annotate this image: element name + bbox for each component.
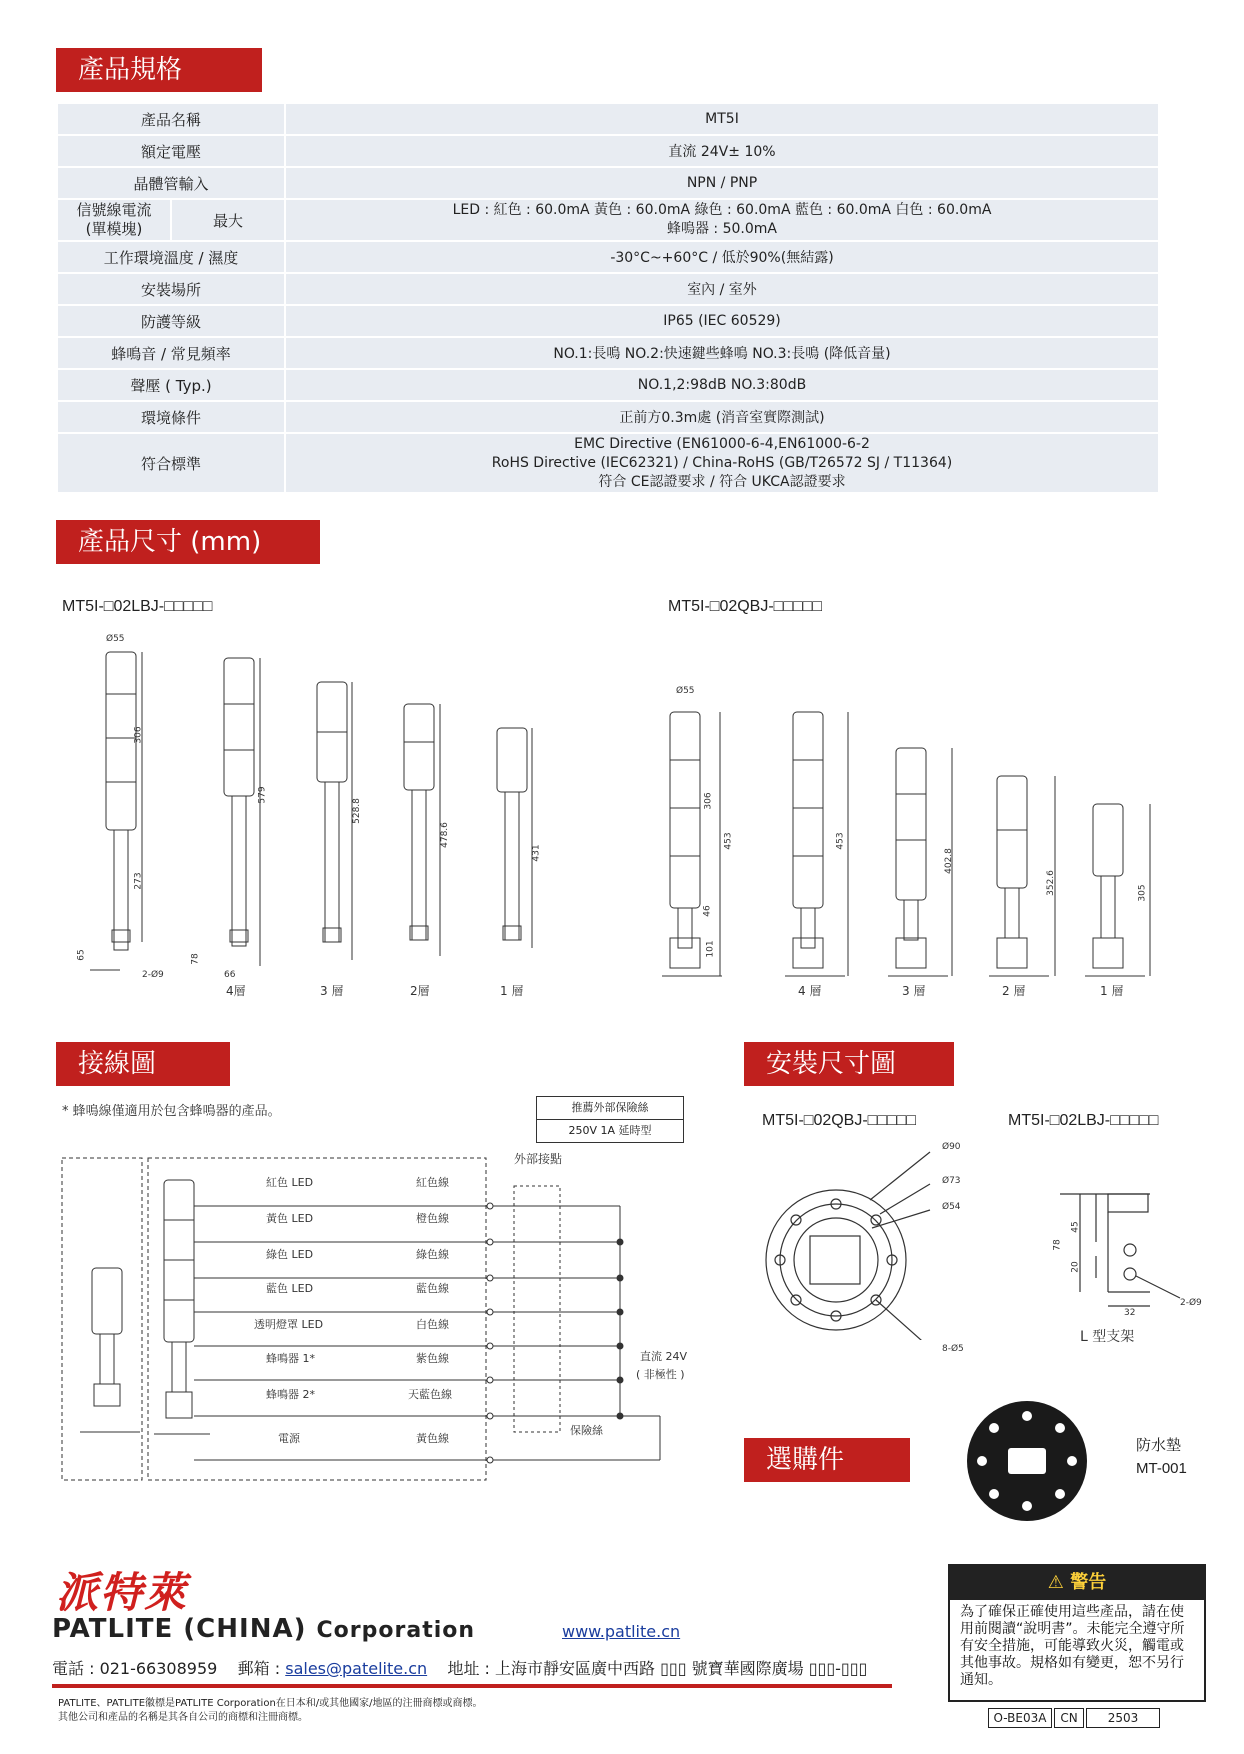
warning-icon: ⚠ xyxy=(1047,1572,1064,1593)
spec-row-ip xyxy=(57,305,1159,337)
model-left-label: MT5I-□02LBJ-□□□□□ xyxy=(62,598,213,615)
footer-contact-line xyxy=(52,1656,867,1679)
spec-label: 蜂鳴音 / 常見頻率 xyxy=(57,337,285,369)
dim-label: 46 xyxy=(702,905,713,917)
footer-email-label: 郵箱 : xyxy=(237,1659,281,1678)
install-dim: 78 xyxy=(1052,1239,1063,1251)
dim-label: 528.8 xyxy=(351,798,362,824)
wiring-section-title: 接線圖 xyxy=(56,1042,230,1086)
spec-row-buzzer xyxy=(57,337,1159,369)
tier-label: 2 層 xyxy=(1002,984,1026,998)
waterproof-pad-image xyxy=(964,1398,1090,1524)
dim-label: 579 xyxy=(257,786,268,804)
dim-label: 78 xyxy=(190,953,201,965)
tier-label: 2層 xyxy=(410,984,430,998)
doc-version: 2503 xyxy=(1086,1708,1160,1728)
wiring-row-name: 蜂鳴器 1* xyxy=(266,1352,315,1365)
fuse-label: 保險絲 xyxy=(570,1424,603,1437)
model-right-label: MT5I-□02QBJ-□□□□□ xyxy=(668,598,822,615)
fuse-box-line: 推薦外部保險絲 xyxy=(537,1097,683,1120)
option-name: 防水墊 xyxy=(1136,1437,1182,1454)
install-dim: 8-Ø5 xyxy=(942,1344,964,1354)
footer-legal-1: PATLITE、PATLITE徽標是PATLITE Corporation在日本和/或其他國家/地區的注冊商標或商標。 xyxy=(58,1698,483,1709)
bracket-label: L 型支架 xyxy=(1080,1329,1135,1345)
wiring-row-wire: 藍色線 xyxy=(416,1282,449,1295)
dim-label: 305 xyxy=(1137,884,1148,902)
supply-label: 直流 24V xyxy=(640,1350,688,1363)
contact-label: 外部接點 xyxy=(514,1152,563,1166)
spec-value: 正前方0.3m處 (消音室實際測試) xyxy=(285,401,1159,433)
dim-label: 431 xyxy=(531,844,542,862)
wiring-row-name: 透明燈罩 LED xyxy=(254,1318,324,1331)
spec-value: LED : 紅色 : 60.0mA 黃色 : 60.0mA 綠色 : 60.0mA 藍色 : 60.0mA 白色 : 60.0mA 蜂鳴器 : 50.0mA xyxy=(285,199,1159,241)
dim-label: Ø55 xyxy=(106,634,125,644)
install-dim: 20 xyxy=(1070,1261,1081,1273)
spec-row-current xyxy=(57,199,1159,241)
supply-polarity: ( 非極性 ) xyxy=(636,1368,685,1381)
wiring-row-wire: 綠色線 xyxy=(416,1248,449,1261)
spec-sublabel: 最大 xyxy=(171,199,285,241)
spec-label: 環境條件 xyxy=(57,401,285,433)
spec-value: -30°C~+60°C / 低於90%(無結露) xyxy=(285,241,1159,273)
dim-label: 273 xyxy=(133,872,144,890)
dimension-drawing-lbj xyxy=(60,630,620,990)
tier-label: 3 層 xyxy=(320,984,344,998)
dim-label: 453 xyxy=(835,832,846,850)
tier-label: 4層 xyxy=(226,984,246,998)
spec-row-temp xyxy=(57,241,1159,273)
wiring-row-name: 藍色 LED xyxy=(266,1282,314,1295)
tier-label: 1 層 xyxy=(1100,984,1124,998)
spec-value: IP65 (IEC 60529) xyxy=(285,305,1159,337)
wiring-row-wire: 紅色線 xyxy=(416,1176,449,1189)
footer-phone: 電話 : 021-66308959 xyxy=(52,1659,218,1678)
tier-label: 3 層 xyxy=(902,984,926,998)
spec-row-standards xyxy=(57,433,1159,493)
wiring-row-wire: 白色線 xyxy=(416,1318,449,1331)
dim-label: 306 xyxy=(133,726,144,744)
spec-row-name xyxy=(57,103,1159,135)
install-dim: 32 xyxy=(1124,1308,1136,1318)
spec-value: 直流 24V± 10% xyxy=(285,135,1159,167)
spec-label: 信號線電流 (單模塊) xyxy=(57,199,171,241)
warning-box xyxy=(948,1564,1206,1702)
brand-corp-text: Corporation xyxy=(316,1618,476,1643)
wiring-row-name: 紅色 LED xyxy=(266,1176,314,1189)
brand-en-text: PATLITE (CHINA) xyxy=(52,1614,307,1644)
wiring-row-name: 綠色 LED xyxy=(266,1248,314,1261)
spec-label: 符合標準 xyxy=(57,433,285,493)
spec-table xyxy=(56,102,1160,494)
dimension-drawing-qbj xyxy=(650,680,1170,980)
spec-row-place xyxy=(57,273,1159,305)
brand-en-logo xyxy=(52,1614,475,1644)
wiring-row-wire: 天藍色線 xyxy=(408,1388,452,1401)
dimension-section-title: 產品尺寸 (mm) xyxy=(56,520,320,564)
dim-label: Ø55 xyxy=(676,686,695,696)
install-model-q: MT5I-□02QBJ-□□□□□ xyxy=(762,1112,916,1129)
dim-label: 66 xyxy=(224,970,236,980)
tier-label: 1 層 xyxy=(500,984,524,998)
dim-label: 2-Ø9 xyxy=(142,970,164,980)
dim-label: 101 xyxy=(705,940,716,958)
install-dim: 45 xyxy=(1070,1221,1081,1233)
fuse-box-line: 250V 1A 延時型 xyxy=(568,1124,652,1137)
spec-label: 晶體管輸入 xyxy=(57,167,285,199)
wiring-note: * 蜂鳴線僅適用於包含蜂鳴器的產品。 xyxy=(62,1104,281,1119)
warning-title: ⚠ 警告 xyxy=(950,1566,1204,1600)
install-model-l: MT5I-□02LBJ-□□□□□ xyxy=(1008,1112,1159,1129)
wiring-row-wire: 紫色線 xyxy=(416,1352,449,1365)
spec-value: NPN / PNP xyxy=(285,167,1159,199)
options-section-title: 選購件 xyxy=(744,1438,910,1482)
spec-value: 室內 / 室外 xyxy=(285,273,1159,305)
brand-cn-logo: 派特萊 xyxy=(56,1568,189,1617)
wiring-row-name: 黃色 LED xyxy=(266,1212,314,1225)
spec-label: 聲壓 ( Typ.) xyxy=(57,369,285,401)
spec-label: 防護等級 xyxy=(57,305,285,337)
option-model: MT-001 xyxy=(1136,1460,1187,1477)
spec-label: 安裝場所 xyxy=(57,273,285,305)
spec-value: EMC Directive (EN61000-6-4,EN61000-6-2 RoHS Directive (IEC62321) / China-RoHS (GB/T26572 SJ / T11364) 符合 CE認證要求 / 符合 UKCA認證要求 xyxy=(285,433,1159,493)
spec-value: NO.1,2:98dB NO.3:80dB xyxy=(285,369,1159,401)
spec-value: NO.1:長鳴 NO.2:快速鍵些蜂鳴 NO.3:長鳴 (降低音量) xyxy=(285,337,1159,369)
spec-label: 工作環境溫度 / 濕度 xyxy=(57,241,285,273)
spec-label: 額定電壓 xyxy=(57,135,285,167)
install-dim: Ø54 xyxy=(942,1202,961,1212)
dim-label: 453 xyxy=(723,832,734,850)
wiring-diagram xyxy=(60,1150,700,1490)
install-section-title: 安裝尺寸圖 xyxy=(744,1042,954,1086)
spec-section-title: 產品規格 xyxy=(56,48,262,92)
wiring-row-name: 蜂鳴器 2* xyxy=(266,1388,315,1401)
spec-row-env xyxy=(57,401,1159,433)
install-dim: 2-Ø9 xyxy=(1180,1298,1202,1308)
doc-lang: CN xyxy=(1054,1708,1084,1728)
dim-label: 306 xyxy=(703,792,714,810)
spec-row-input xyxy=(57,167,1159,199)
install-drawing-qbj xyxy=(760,1140,980,1340)
wiring-row-wire: 橙色線 xyxy=(416,1212,449,1225)
install-dim: Ø73 xyxy=(942,1176,961,1186)
spec-value: MT5I xyxy=(285,103,1159,135)
footer-email-link[interactable]: sales@patelite.cn xyxy=(285,1659,428,1678)
footer-legal-2: 其他公司和產品的名稱是其各自公司的商標和注冊商標。 xyxy=(58,1712,308,1723)
doc-code: O-BE03A xyxy=(988,1708,1052,1728)
wiring-row-wire: 黃色線 xyxy=(416,1432,449,1445)
tier-label: 4 層 xyxy=(798,984,822,998)
website-link[interactable]: www.patlite.cn xyxy=(562,1622,681,1641)
dim-label: 402.8 xyxy=(943,848,954,874)
dim-label: 65 xyxy=(76,949,87,961)
dim-label: 478.6 xyxy=(439,822,450,848)
spec-label: 產品名稱 xyxy=(57,103,285,135)
footer-address: 地址 : 上海市靜安區廣中西路 ▯▯▯ 號寶華國際廣場 ▯▯▯-▯▯▯ xyxy=(447,1659,868,1678)
install-dim: Ø90 xyxy=(942,1142,961,1152)
dim-label: 352.6 xyxy=(1045,870,1056,896)
spec-row-voltage xyxy=(57,135,1159,167)
warning-text: 為了確保正確使用這些產品，請在使用前閱讀“說明書”。未能完全遵守所有安全措施，可能導致火災，觸電或其他事故。規格如有變更，恕不另行通知。 xyxy=(960,1604,1185,1688)
fuse-recommend-box xyxy=(536,1096,684,1143)
spec-row-sound xyxy=(57,369,1159,401)
wiring-row-name: 電源 xyxy=(278,1432,300,1445)
footer-divider xyxy=(52,1684,892,1688)
